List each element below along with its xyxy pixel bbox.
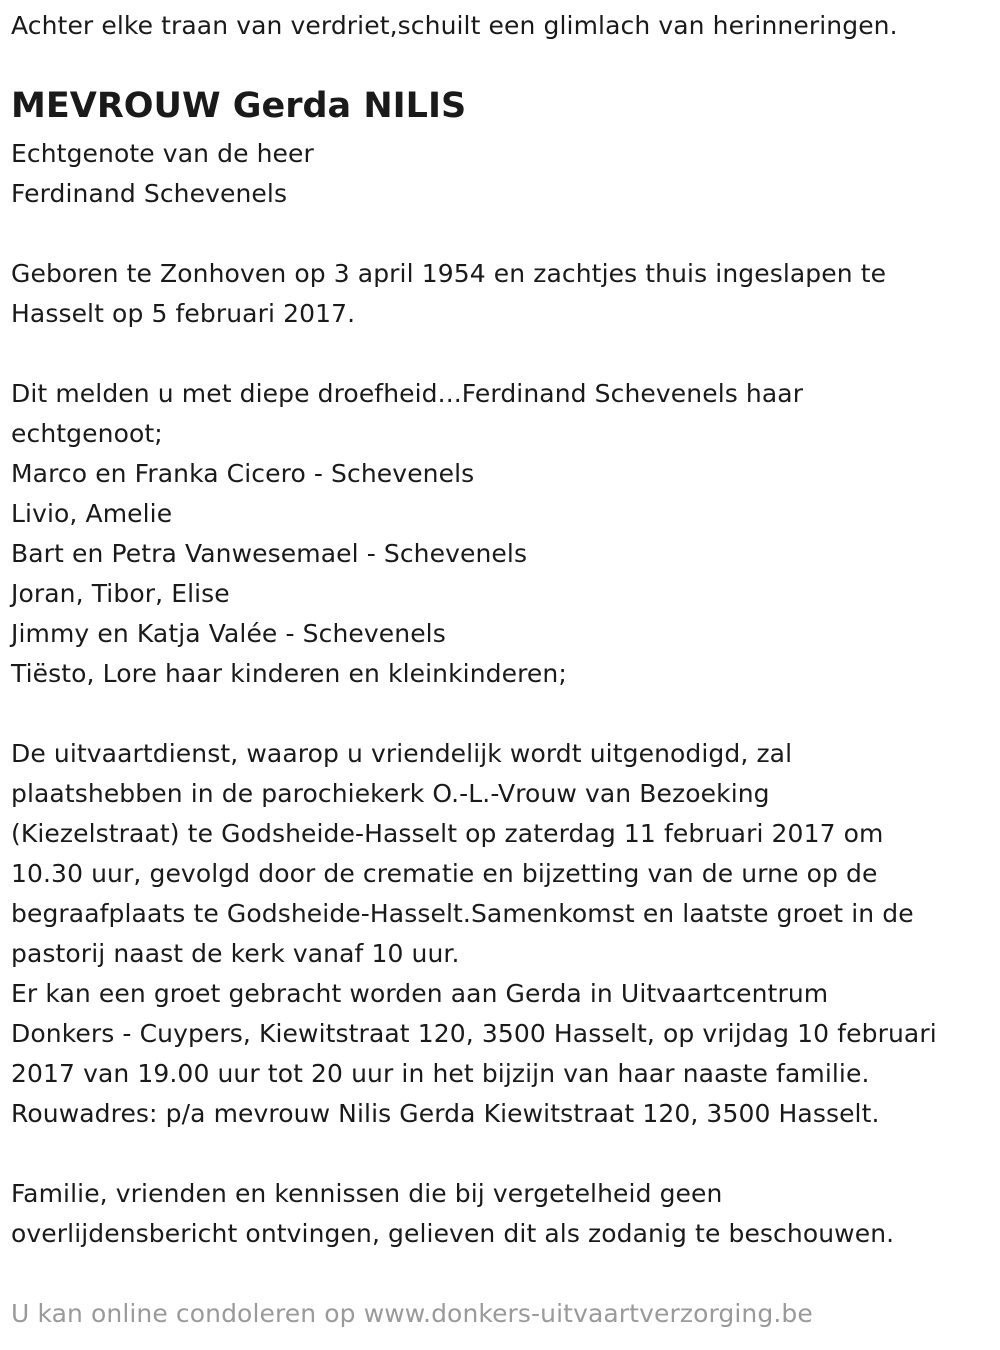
- service-line: plaatshebben in de parochiekerk O.-L.-Vrouw van Bezoeking: [11, 779, 770, 808]
- service-line: Rouwadres: p/a mevrouw Nilis Gerda Kiewitstraat 120, 3500 Hasselt.: [11, 1099, 880, 1128]
- service-line: 10.30 uur, gevolgd door de crematie en bijzetting van de urne op de: [11, 859, 878, 888]
- family-block: [11, 374, 803, 694]
- service-line: 2017 van 19.00 uur tot 20 uur in het bijzijn van haar naaste familie.: [11, 1059, 870, 1088]
- service-line: Er kan een groet gebracht worden aan Gerda in Uitvaartcentrum: [11, 979, 829, 1008]
- family-line: echtgenoot;: [11, 419, 163, 448]
- service-line: pastorij naast de kerk vanaf 10 uur.: [11, 939, 460, 968]
- notice-block: [11, 1174, 894, 1254]
- spouse-line: Ferdinand Schevenels: [11, 179, 288, 208]
- birth-death-block: [11, 254, 886, 334]
- spouse-line: Echtgenote van de heer: [11, 139, 314, 168]
- birth-line: Hasselt op 5 februari 2017.: [11, 299, 356, 328]
- family-line: Tiësto, Lore haar kinderen en kleinkinderen;: [11, 659, 567, 688]
- service-line: De uitvaartdienst, waarop u vriendelijk wordt uitgenodigd, zal: [11, 739, 793, 768]
- opening-quote: Achter elke traan van verdriet,schuilt een glimlach van herinneringen.: [11, 11, 898, 40]
- family-line: Livio, Amelie: [11, 499, 173, 528]
- condolence-footer: U kan online condoleren op www.donkers-uitvaartverzorging.be: [11, 1299, 813, 1328]
- notice-line: Familie, vrienden en kennissen die bij vergetelheid geen: [11, 1179, 723, 1208]
- notice-line: overlijdensbericht ontvingen, gelieven dit als zodanig te beschouwen.: [11, 1219, 895, 1248]
- family-line: Joran, Tibor, Elise: [11, 579, 230, 608]
- family-line: Bart en Petra Vanwesemael - Schevenels: [11, 539, 528, 568]
- family-line: Dit melden u met diepe droefheid...Ferdinand Schevenels haar: [11, 379, 804, 408]
- service-line: (Kiezelstraat) te Godsheide-Hasselt op zaterdag 11 februari 2017 om: [11, 819, 884, 848]
- service-line: Donkers - Cuypers, Kiewitstraat 120, 3500 Hasselt, op vrijdag 10 februari: [11, 1019, 937, 1048]
- birth-line: Geboren te Zonhoven op 3 april 1954 en zachtjes thuis ingeslapen te: [11, 259, 887, 288]
- service-line: begraafplaats te Godsheide-Hasselt.Samenkomst en laatste groet in de: [11, 899, 914, 928]
- funeral-service-block: [11, 734, 937, 1134]
- deceased-name: MEVROUW Gerda NILIS: [11, 86, 467, 126]
- family-line: Jimmy en Katja Valée - Schevenels: [11, 619, 446, 648]
- spouse-block: [11, 134, 314, 214]
- family-line: Marco en Franka Cicero - Schevenels: [11, 459, 475, 488]
